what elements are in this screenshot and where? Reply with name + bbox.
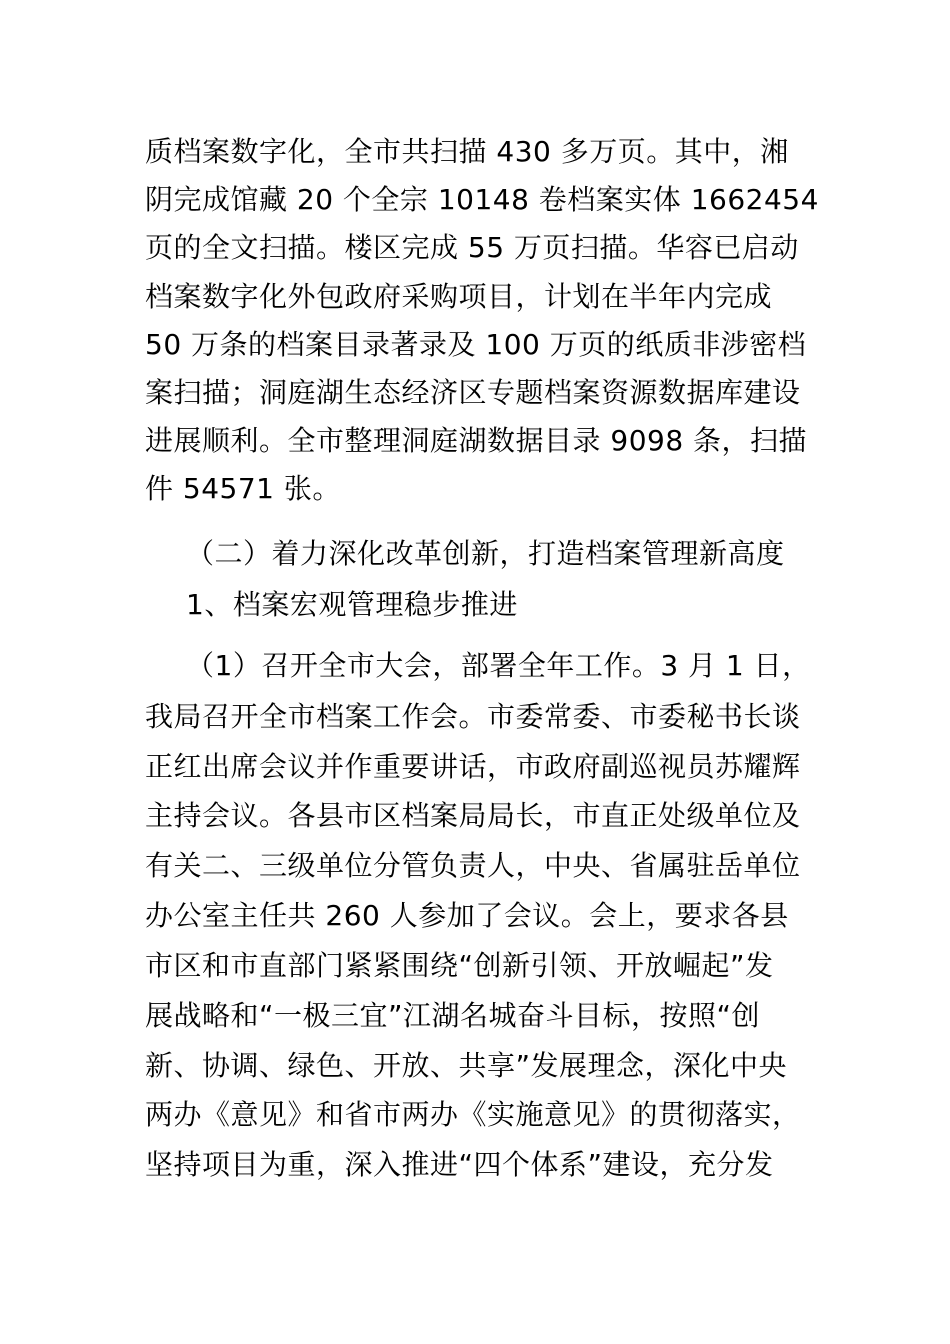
paragraph-line: 新、协调、绿色、开放、共享”发展理念，深化中央 bbox=[145, 1049, 788, 1082]
paragraph-line: 50 万条的档案目录著录及 100 万页的纸质非涉密档 bbox=[145, 328, 807, 361]
section-heading: （二）着力深化改革创新，打造档案管理新高度 bbox=[186, 537, 785, 570]
paragraph-line: 我局召开全市档案工作会。市委常委、市委秘书长谈 bbox=[145, 700, 801, 733]
paragraph-line: （1）召开全市大会，部署全年工作。3 月 1 日， bbox=[186, 649, 811, 682]
paragraph-line: 市区和市直部门紧紧围绕“创新引领、开放崛起”发 bbox=[145, 949, 774, 982]
paragraph-line: 主持会议。各县市区档案局局长，市直正处级单位及 bbox=[145, 799, 801, 832]
paragraph-line: 坚持项目为重，深入推进“四个体系”建设，充分发 bbox=[145, 1148, 774, 1181]
paragraph-line: 进展顺利。全市整理洞庭湖数据目录 9098 条，扫描 bbox=[145, 424, 808, 457]
paragraph-line: 件 54571 张。 bbox=[145, 472, 341, 505]
paragraph-line: 展战略和“一极三宜”江湖名城奋斗目标，按照“创 bbox=[145, 999, 761, 1032]
paragraph-line: 两办《意见》和省市两办《实施意见》的贯彻落实， bbox=[145, 1098, 801, 1131]
paragraph-line: 阴完成馆藏 20 个全宗 10148 卷档案实体 1662454 bbox=[145, 183, 819, 216]
paragraph-line: 案扫描；洞庭湖生态经济区专题档案资源数据库建设 bbox=[145, 376, 801, 409]
paragraph-line: 档案数字化外包政府采购项目，计划在半年内完成 bbox=[145, 280, 773, 313]
paragraph-line: 办公室主任共 260 人参加了会议。会上，要求各县 bbox=[145, 899, 789, 932]
paragraph-line: 正红出席会议并作重要讲话，市政府副巡视员苏耀辉 bbox=[145, 750, 801, 783]
paragraph-line: 有关二、三级单位分管负责人，中央、省属驻岳单位 bbox=[145, 849, 801, 882]
paragraph-line: 页的全文扫描。楼区完成 55 万页扫描。华容已启动 bbox=[145, 231, 799, 264]
paragraph-line: 质档案数字化，全市共扫描 430 多万页。其中，湘 bbox=[145, 135, 789, 168]
subsection-heading: 1、档案宏观管理稳步推进 bbox=[186, 588, 518, 621]
